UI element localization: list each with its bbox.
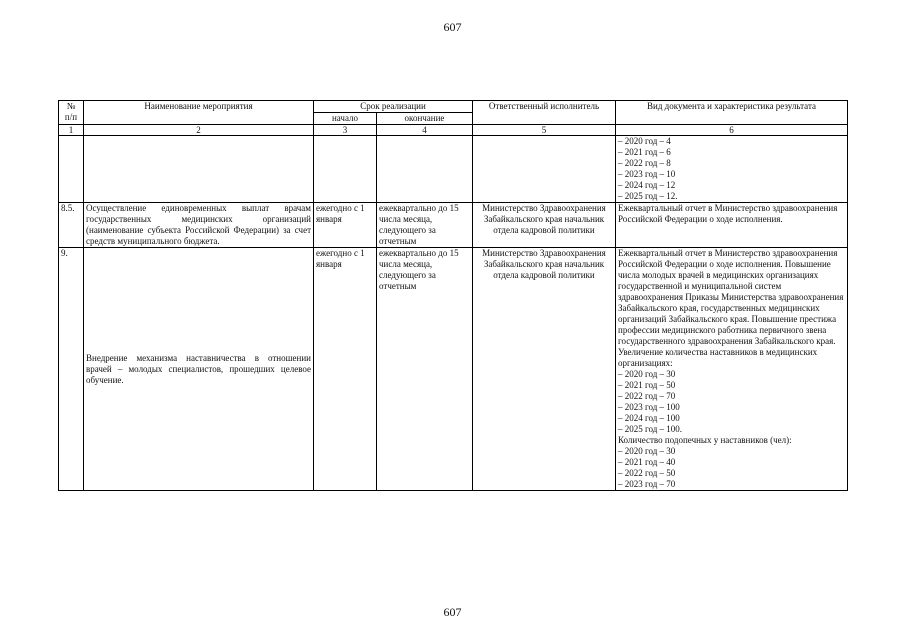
list-item: – 2021 год – 40 [618, 457, 676, 467]
result-cell [616, 248, 848, 491]
row-number: 9. [59, 248, 84, 491]
responsible: Министерство Здравоохранения Забайкальского края начальник отдела кадровой политики [473, 203, 616, 248]
table-row-9 [59, 248, 848, 491]
list-item: – 2021 год – 50 [618, 380, 676, 390]
header-start: начало [314, 113, 377, 125]
list-item: – 2025 год – 100. [618, 424, 683, 434]
list-item: – 2022 год – 50 [618, 468, 676, 478]
list-item: – 2021 год – 6 [618, 147, 671, 157]
start-date: ежегодно с 1 января [314, 203, 377, 248]
list-item: – 2024 год – 12 [618, 180, 676, 190]
page-number-top: 607 [443, 20, 462, 34]
header-end: окончание [377, 113, 473, 125]
header-name: Наименование мероприятия [84, 101, 314, 125]
list-item: – 2022 год – 70 [618, 391, 676, 401]
header-period: Срок реализации [314, 101, 473, 113]
index-cell: 2 [84, 125, 314, 136]
index-cell: 6 [616, 125, 848, 136]
header-result: Вид документа и характеристика результата [616, 101, 848, 125]
list-item: – 2023 год – 100 [618, 402, 680, 412]
header-num: № п/п [59, 101, 84, 125]
start-date: ежегодно с 1 января [314, 248, 377, 491]
header-row [59, 101, 848, 113]
measures-table [58, 100, 848, 491]
responsible: Министерство Здравоохранения Забайкальского края начальник отдела кадровой политики [473, 248, 616, 491]
index-cell: 5 [473, 125, 616, 136]
index-cell: 4 [377, 125, 473, 136]
header-responsible: Ответственный исполнитель [473, 101, 616, 125]
mentors-intro: Увеличение количества наставников в медицинских организациях: [618, 347, 818, 368]
list-item: – 2024 год – 100 [618, 413, 680, 423]
page-number-bottom: 607 [443, 605, 462, 619]
row-number: 8.5. [59, 203, 84, 248]
index-cell: 3 [314, 125, 377, 136]
list-item: – 2020 год – 30 [618, 446, 676, 456]
list-item: – 2023 год – 70 [618, 479, 676, 489]
mentees-intro: Количество подопечных у наставников (чел): [618, 435, 792, 445]
end-date: ежеквартально до 15 числа месяца, следующего за отчетным [377, 248, 473, 491]
index-row [59, 125, 848, 136]
result: Ежеквартальный отчет в Министерство здравоохранения Российской Федерации о ходе исполнения. [616, 203, 848, 248]
measure-name: Внедрение механизма наставничества в отношении врачей – молодых специалистов, прошедших целевое обучение. [84, 248, 314, 491]
result-cell [616, 136, 848, 203]
list-item: – 2023 год – 10 [618, 169, 676, 179]
list-item: – 2022 год – 8 [618, 158, 671, 168]
table-row-8-5 [59, 203, 848, 248]
index-cell: 1 [59, 125, 84, 136]
measure-name: Осуществление единовременных выплат врачам государственных медицинских организаций (наименование субъекта Российской Федерации) за счет средств муниципального бюджета. [84, 203, 314, 248]
end-date: ежеквартально до 15 числа месяца, следующего за отчетным [377, 203, 473, 248]
list-item: – 2025 год – 12. [618, 191, 678, 201]
list-item: – 2020 год – 4 [618, 136, 671, 146]
result-text: Ежеквартальный отчет в Министерство здравоохранения Российской Федерации о ходе исполнения. Повышение числа молодых врачей в медицинских организациях государственной и муниципальной систем здравоохранения Приказы Министерства здравоохранения Забайкальского края, государственных медицинских организаций Забайкальского края. Повышение престижа профессии медицинского работника первичного звена государственного здравоохранения Забайкальского края. [618, 248, 844, 346]
table-row-continued [59, 136, 848, 203]
list-item: – 2020 год – 30 [618, 369, 676, 379]
